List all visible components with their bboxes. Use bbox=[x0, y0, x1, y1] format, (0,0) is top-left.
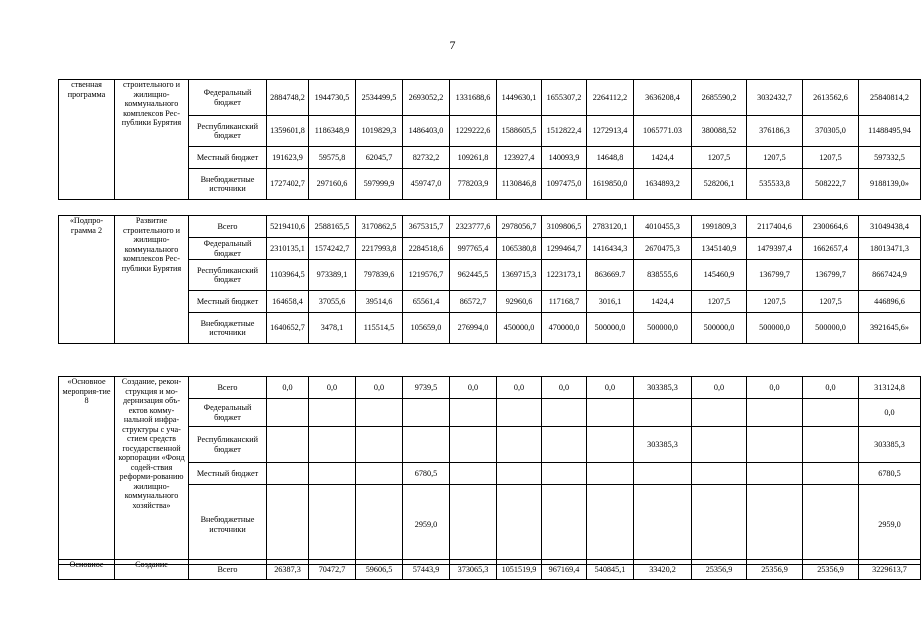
table-row bbox=[59, 291, 921, 313]
value-cell bbox=[497, 427, 542, 463]
value-cell: 1640652,7 bbox=[267, 313, 309, 344]
funding-source: Внебюджетные источники bbox=[189, 485, 267, 565]
value-cell: 838555,6 bbox=[634, 260, 692, 291]
value-cell: 1207,5 bbox=[692, 147, 747, 169]
value-cell: 1065771.03 bbox=[634, 116, 692, 147]
value-cell bbox=[692, 427, 747, 463]
value-cell bbox=[450, 399, 497, 427]
value-cell bbox=[309, 485, 356, 565]
value-cell: 459747,0 bbox=[403, 169, 450, 200]
value-cell: 65561,4 bbox=[403, 291, 450, 313]
table-row bbox=[59, 116, 921, 147]
funding-source: Всего bbox=[189, 216, 267, 238]
value-cell: 2959,0 bbox=[403, 485, 450, 565]
value-cell: 1223173,1 bbox=[542, 260, 587, 291]
value-cell: 33420,2 bbox=[634, 560, 692, 580]
value-cell bbox=[634, 463, 692, 485]
value-cell: 115514,5 bbox=[356, 313, 403, 344]
value-cell: 3170862,5 bbox=[356, 216, 403, 238]
value-cell: 500000,0 bbox=[587, 313, 634, 344]
value-cell: 967169,4 bbox=[542, 560, 587, 580]
value-cell: 31049438,4 bbox=[859, 216, 921, 238]
table-row bbox=[59, 238, 921, 260]
value-cell: 2588165,5 bbox=[309, 216, 356, 238]
value-cell: 0,0 bbox=[692, 377, 747, 399]
value-cell: 2959,0 bbox=[859, 485, 921, 565]
value-cell: 1299464,7 bbox=[542, 238, 587, 260]
value-cell: 25356,9 bbox=[692, 560, 747, 580]
value-cell: 500000,0 bbox=[747, 313, 803, 344]
value-cell: 0,0 bbox=[542, 377, 587, 399]
funding-source: Республиканский бюджет bbox=[189, 260, 267, 291]
value-cell: 1662657,4 bbox=[803, 238, 859, 260]
value-cell: 508222,7 bbox=[803, 169, 859, 200]
value-cell: 450000,0 bbox=[497, 313, 542, 344]
value-cell bbox=[587, 485, 634, 565]
program-name: Создание, рекон-струкция и мо-дернизация объ-ектов комму-нальной инфра-структуры с уча-стием средств государственной корпорации «Фонд содей-ствия реформи-рованию жилищно-коммунального хозяйства» bbox=[115, 377, 189, 565]
budget-table-subprogram-2 bbox=[58, 215, 921, 344]
value-cell: 2300664,6 bbox=[803, 216, 859, 238]
value-cell: 11488495,94 bbox=[859, 116, 921, 147]
value-cell bbox=[356, 485, 403, 565]
value-cell: 0,0 bbox=[267, 377, 309, 399]
value-cell bbox=[634, 399, 692, 427]
value-cell bbox=[803, 463, 859, 485]
value-cell bbox=[542, 485, 587, 565]
value-cell: 6780,5 bbox=[859, 463, 921, 485]
value-cell: 1588605,5 bbox=[497, 116, 542, 147]
value-cell bbox=[587, 427, 634, 463]
value-cell: 2117404,6 bbox=[747, 216, 803, 238]
table-row bbox=[59, 313, 921, 344]
value-cell: 535533,8 bbox=[747, 169, 803, 200]
value-cell bbox=[356, 399, 403, 427]
value-cell bbox=[309, 463, 356, 485]
program-label: Основное bbox=[59, 560, 115, 580]
value-cell: 1019829,3 bbox=[356, 116, 403, 147]
value-cell: 123927,4 bbox=[497, 147, 542, 169]
value-cell: 1424,4 bbox=[634, 147, 692, 169]
value-cell bbox=[747, 399, 803, 427]
block-body bbox=[59, 560, 921, 580]
table-row bbox=[59, 427, 921, 463]
value-cell: 25356,9 bbox=[803, 560, 859, 580]
funding-source: Федеральный бюджет bbox=[189, 80, 267, 116]
value-cell: 446896,6 bbox=[859, 291, 921, 313]
value-cell: 2310135,1 bbox=[267, 238, 309, 260]
value-cell: 1991809,3 bbox=[692, 216, 747, 238]
value-cell: 373065,3 bbox=[450, 560, 497, 580]
value-cell: 14648,8 bbox=[587, 147, 634, 169]
value-cell: 1479397,4 bbox=[747, 238, 803, 260]
value-cell: 1727402,7 bbox=[267, 169, 309, 200]
funding-source: Республиканский бюджет bbox=[189, 116, 267, 147]
value-cell: 140093,9 bbox=[542, 147, 587, 169]
value-cell: 3921645,6» bbox=[859, 313, 921, 344]
value-cell: 1219576,7 bbox=[403, 260, 450, 291]
value-cell bbox=[803, 427, 859, 463]
value-cell: 1634893,2 bbox=[634, 169, 692, 200]
table-row bbox=[59, 80, 921, 116]
value-cell bbox=[747, 427, 803, 463]
value-cell bbox=[450, 427, 497, 463]
value-cell bbox=[267, 427, 309, 463]
value-cell: 0,0 bbox=[497, 377, 542, 399]
value-cell: 92960,6 bbox=[497, 291, 542, 313]
value-cell: 1186348,9 bbox=[309, 116, 356, 147]
value-cell: 1229222,6 bbox=[450, 116, 497, 147]
value-cell: 1065380,8 bbox=[497, 238, 542, 260]
value-cell: 778203,9 bbox=[450, 169, 497, 200]
value-cell: 0,0 bbox=[309, 377, 356, 399]
value-cell: 1574242,7 bbox=[309, 238, 356, 260]
value-cell: 1207,5 bbox=[747, 147, 803, 169]
value-cell bbox=[267, 463, 309, 485]
value-cell: 25356,9 bbox=[747, 560, 803, 580]
value-cell: 0,0 bbox=[747, 377, 803, 399]
value-cell: 191623,9 bbox=[267, 147, 309, 169]
value-cell: 2884748,2 bbox=[267, 80, 309, 116]
value-cell: 973389,1 bbox=[309, 260, 356, 291]
table-row bbox=[59, 260, 921, 291]
value-cell: 1331688,6 bbox=[450, 80, 497, 116]
value-cell: 6780,5 bbox=[403, 463, 450, 485]
value-cell: 8667424,9 bbox=[859, 260, 921, 291]
value-cell: 1051519,9 bbox=[497, 560, 542, 580]
value-cell bbox=[542, 427, 587, 463]
value-cell bbox=[309, 399, 356, 427]
value-cell bbox=[587, 463, 634, 485]
value-cell bbox=[542, 463, 587, 485]
table-row bbox=[59, 485, 921, 565]
value-cell: 26387,3 bbox=[267, 560, 309, 580]
value-cell: 0,0 bbox=[803, 377, 859, 399]
value-cell: 2264112,2 bbox=[587, 80, 634, 116]
value-cell: 380088,52 bbox=[692, 116, 747, 147]
program-name: строительного и жилищно-коммунального комплексов Рес-публики Бурятия bbox=[115, 80, 189, 200]
value-cell: 2978056,7 bbox=[497, 216, 542, 238]
value-cell: 1207,5 bbox=[803, 147, 859, 169]
value-cell: 303385,3 bbox=[859, 427, 921, 463]
value-cell: 39514,6 bbox=[356, 291, 403, 313]
value-cell bbox=[497, 399, 542, 427]
value-cell: 2284518,6 bbox=[403, 238, 450, 260]
funding-source: Внебюджетные источники bbox=[189, 169, 267, 200]
value-cell: 500000,0 bbox=[634, 313, 692, 344]
value-cell: 86572,7 bbox=[450, 291, 497, 313]
value-cell: 1207,5 bbox=[692, 291, 747, 313]
value-cell: 962445,5 bbox=[450, 260, 497, 291]
value-cell: 276994,0 bbox=[450, 313, 497, 344]
value-cell bbox=[692, 485, 747, 565]
funding-source: Местный бюджет bbox=[189, 463, 267, 485]
program-name: Создание bbox=[115, 560, 189, 580]
value-cell: 2670475,3 bbox=[634, 238, 692, 260]
value-cell: 500000,0 bbox=[692, 313, 747, 344]
funding-source: Федеральный бюджет bbox=[189, 238, 267, 260]
value-cell: 297160,6 bbox=[309, 169, 356, 200]
value-cell: 0,0 bbox=[587, 377, 634, 399]
value-cell: 9739,5 bbox=[403, 377, 450, 399]
value-cell bbox=[356, 463, 403, 485]
value-cell: 376186,3 bbox=[747, 116, 803, 147]
value-cell: 0,0 bbox=[859, 399, 921, 427]
value-cell bbox=[803, 399, 859, 427]
value-cell bbox=[267, 485, 309, 565]
value-cell: 2783120,1 bbox=[587, 216, 634, 238]
value-cell bbox=[403, 399, 450, 427]
value-cell bbox=[497, 463, 542, 485]
block-body bbox=[59, 80, 921, 200]
value-cell: 3229613,7 bbox=[859, 560, 921, 580]
value-cell: 0,0 bbox=[356, 377, 403, 399]
value-cell: 2693052,2 bbox=[403, 80, 450, 116]
funding-source: Внебюджетные источники bbox=[189, 313, 267, 344]
value-cell: 59606,5 bbox=[356, 560, 403, 580]
budget-table-main-event-8 bbox=[58, 376, 921, 565]
value-cell: 18013471,3 bbox=[859, 238, 921, 260]
value-cell: 1359601,8 bbox=[267, 116, 309, 147]
program-label: «Основное мероприя-тие 8 bbox=[59, 377, 115, 565]
value-cell bbox=[497, 485, 542, 565]
value-cell: 1944730,5 bbox=[309, 80, 356, 116]
value-cell: 1512822,4 bbox=[542, 116, 587, 147]
table-row bbox=[59, 399, 921, 427]
value-cell: 3109806,5 bbox=[542, 216, 587, 238]
funding-source: Местный бюджет bbox=[189, 147, 267, 169]
value-cell: 1130846,8 bbox=[497, 169, 542, 200]
value-cell bbox=[747, 485, 803, 565]
value-cell: 500000,0 bbox=[803, 313, 859, 344]
funding-source: Всего bbox=[189, 377, 267, 399]
value-cell: 1207,5 bbox=[747, 291, 803, 313]
value-cell bbox=[542, 399, 587, 427]
value-cell: 3636208,4 bbox=[634, 80, 692, 116]
value-cell bbox=[450, 463, 497, 485]
value-cell: 3675315,7 bbox=[403, 216, 450, 238]
value-cell: 1424,4 bbox=[634, 291, 692, 313]
value-cell: 1097475,0 bbox=[542, 169, 587, 200]
value-cell bbox=[634, 485, 692, 565]
value-cell: 59575,8 bbox=[309, 147, 356, 169]
value-cell: 136799,7 bbox=[803, 260, 859, 291]
value-cell bbox=[692, 399, 747, 427]
budget-table-main-event bbox=[58, 559, 921, 580]
value-cell: 313124,8 bbox=[859, 377, 921, 399]
value-cell: 3032432,7 bbox=[747, 80, 803, 116]
table-row bbox=[59, 216, 921, 238]
value-cell: 997765,4 bbox=[450, 238, 497, 260]
value-cell: 62045,7 bbox=[356, 147, 403, 169]
table-row bbox=[59, 560, 921, 580]
value-cell bbox=[747, 463, 803, 485]
funding-source: Федеральный бюджет bbox=[189, 399, 267, 427]
value-cell: 2534499,5 bbox=[356, 80, 403, 116]
value-cell: 540845,1 bbox=[587, 560, 634, 580]
value-cell: 1103964,5 bbox=[267, 260, 309, 291]
value-cell: 2323777,6 bbox=[450, 216, 497, 238]
value-cell: 70472,7 bbox=[309, 560, 356, 580]
value-cell: 597332,5 bbox=[859, 147, 921, 169]
value-cell: 4010455,3 bbox=[634, 216, 692, 238]
value-cell: 303385,3 bbox=[634, 427, 692, 463]
value-cell: 164658,4 bbox=[267, 291, 309, 313]
funding-source: Республиканский бюджет bbox=[189, 427, 267, 463]
value-cell: 1345140,9 bbox=[692, 238, 747, 260]
value-cell: 1619850,0 bbox=[587, 169, 634, 200]
value-cell: 2613562,6 bbox=[803, 80, 859, 116]
value-cell: 597999,9 bbox=[356, 169, 403, 200]
value-cell bbox=[403, 427, 450, 463]
table-row bbox=[59, 169, 921, 200]
value-cell: 37055,6 bbox=[309, 291, 356, 313]
value-cell bbox=[450, 485, 497, 565]
value-cell bbox=[692, 463, 747, 485]
value-cell: 797839,6 bbox=[356, 260, 403, 291]
budget-table-state-program bbox=[58, 79, 921, 200]
value-cell: 863669.7 bbox=[587, 260, 634, 291]
value-cell: 136799,7 bbox=[747, 260, 803, 291]
value-cell: 0,0 bbox=[450, 377, 497, 399]
value-cell: 1416434,3 bbox=[587, 238, 634, 260]
table-row bbox=[59, 377, 921, 399]
value-cell: 109261,8 bbox=[450, 147, 497, 169]
value-cell: 1369715,3 bbox=[497, 260, 542, 291]
value-cell: 303385,3 bbox=[634, 377, 692, 399]
table-row bbox=[59, 463, 921, 485]
program-label: «Подпро-грамма 2 bbox=[59, 216, 115, 344]
value-cell: 5219410,6 bbox=[267, 216, 309, 238]
block-body bbox=[59, 377, 921, 565]
value-cell: 82732,2 bbox=[403, 147, 450, 169]
value-cell: 370305,0 bbox=[803, 116, 859, 147]
program-name: Развитие строительного и жилищно-коммунального комплексов Рес-публики Бурятия bbox=[115, 216, 189, 344]
value-cell: 9188139,0» bbox=[859, 169, 921, 200]
block-body bbox=[59, 216, 921, 344]
value-cell: 117168,7 bbox=[542, 291, 587, 313]
value-cell: 2685590,2 bbox=[692, 80, 747, 116]
value-cell bbox=[803, 485, 859, 565]
program-label: ственная программа bbox=[59, 80, 115, 200]
table-row bbox=[59, 147, 921, 169]
value-cell: 1449630,1 bbox=[497, 80, 542, 116]
value-cell: 25840814,2 bbox=[859, 80, 921, 116]
value-cell: 145460,9 bbox=[692, 260, 747, 291]
value-cell: 105659,0 bbox=[403, 313, 450, 344]
value-cell: 1272913,4 bbox=[587, 116, 634, 147]
funding-source: Всего bbox=[189, 560, 267, 580]
value-cell: 1207,5 bbox=[803, 291, 859, 313]
value-cell: 1486403,0 bbox=[403, 116, 450, 147]
value-cell: 470000,0 bbox=[542, 313, 587, 344]
value-cell: 1655307,2 bbox=[542, 80, 587, 116]
value-cell: 3478,1 bbox=[309, 313, 356, 344]
value-cell: 528206,1 bbox=[692, 169, 747, 200]
value-cell bbox=[587, 399, 634, 427]
funding-source: Местный бюджет bbox=[189, 291, 267, 313]
value-cell: 2217993,8 bbox=[356, 238, 403, 260]
value-cell: 3016,1 bbox=[587, 291, 634, 313]
page-number: 7 bbox=[449, 38, 456, 52]
value-cell bbox=[267, 399, 309, 427]
value-cell bbox=[309, 427, 356, 463]
value-cell bbox=[356, 427, 403, 463]
value-cell: 57443,9 bbox=[403, 560, 450, 580]
